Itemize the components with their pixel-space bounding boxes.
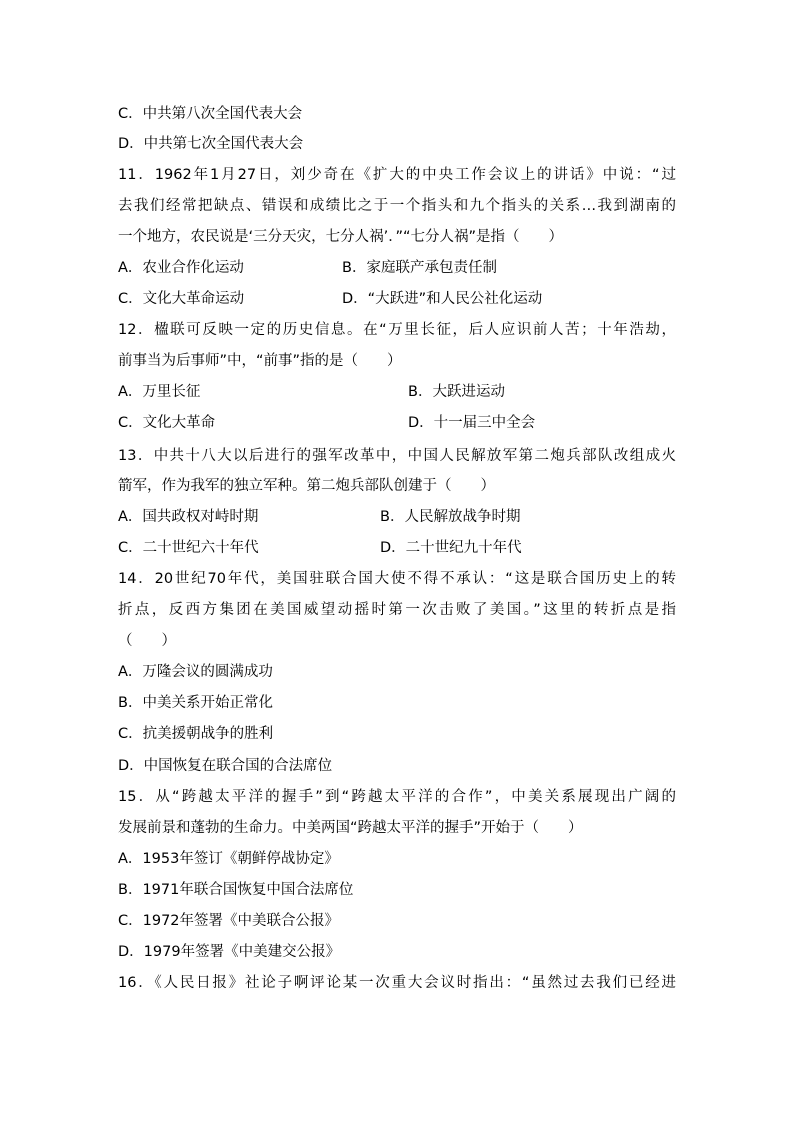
q11-stem-line-1: 11．1962年1月27日，刘少奇在《扩大的中央工作会议上的讲话》中说：“过: [118, 167, 676, 183]
q15-option-c: C．1972年签署《中美联合公报》: [118, 913, 340, 929]
q10-option-c: C．中共第八次全国代表大会: [118, 106, 303, 122]
q14-option-d: D．中国恢复在联合国的合法席位: [118, 758, 333, 774]
q13-option-c: C．二十世纪六十年代: [118, 540, 259, 556]
q12-stem-line-1: 12．楹联可反映一定的历史信息。在“万里长征，后人应识前人苦；十年浩劫，: [118, 322, 676, 338]
q13-option-d: D．二十世纪九十年代: [380, 540, 522, 556]
q13-option-a: A．国共政权对峙时期: [118, 509, 259, 525]
q13-stem-line-1: 13．中共十八大以后进行的强军改革中，中国人民解放军第二炮兵部队改组成火: [118, 448, 676, 464]
q14-stem-line-2: 折点，反西方集团在美国威望动摇时第一次击败了美国。”这里的转折点是指: [118, 602, 676, 618]
q13-stem-line-2: 箭军，作为我军的独立军种。第二炮兵部队创建于（ ）: [118, 478, 495, 494]
q12-option-d: D．十一届三中全会: [408, 415, 536, 431]
q13-option-b: B．人民解放战争时期: [380, 509, 521, 525]
q15-option-d: D．1979年签署《中美建交公报》: [118, 944, 341, 960]
q11-option-d: D．“大跃进”和人民公社化运动: [342, 291, 543, 307]
q14-option-a: A．万隆会议的圆满成功: [118, 664, 273, 680]
q14-option-c: C．抗美援朝战争的胜利: [118, 726, 274, 742]
q15-stem-line-1: 15．从“跨越太平洋的握手”到“跨越太平洋的合作”，中美关系展现出广阔的: [118, 789, 676, 805]
q11-option-c: C．文化大革命运动: [118, 291, 245, 307]
q11-stem-line-2: 去我们经常把缺点、错误和成绩比之于一个指头和九个指头的关系…我到湖南的: [118, 198, 676, 214]
q12-stem-line-2: 前事当为后事师”中，“前事”指的是（ ）: [118, 353, 402, 369]
q12-option-c: C．文化大革命: [118, 415, 216, 431]
q15-stem-line-2: 发展前景和蓬勃的生命力。中美两国“跨越太平洋的握手”开始于（ ）: [118, 820, 583, 836]
q16-stem-line-1: 16．《人民日报》社论子啊评论某一次重大会议时指出：“虽然过去我们已经进: [118, 975, 676, 991]
q11-option-b: B．家庭联产承包责任制: [342, 260, 497, 276]
q11-option-a: A．农业合作化运动: [118, 260, 244, 276]
q15-option-a: A．1953年签订《朝鲜停战协定》: [118, 851, 339, 867]
q12-option-b: B．大跃进运动: [408, 384, 505, 400]
q15-option-b: B．1971年联合国恢复中国合法席位: [118, 882, 354, 898]
q14-option-b: B．中美关系开始正常化: [118, 695, 273, 711]
q11-stem-line-3: 一个地方，农民说是‘三分天灾，七分人祸’．”“七分人祸”是指（ ）: [118, 229, 564, 245]
q12-option-a: A．万里长征: [118, 384, 201, 400]
q14-stem-line-1: 14．20世纪70年代，美国驻联合国大使不得不承认：“这是联合国历史上的转: [118, 571, 676, 587]
q10-option-d: D．中共第七次全国代表大会: [118, 136, 304, 152]
q14-stem-line-3: （ ）: [118, 633, 176, 649]
